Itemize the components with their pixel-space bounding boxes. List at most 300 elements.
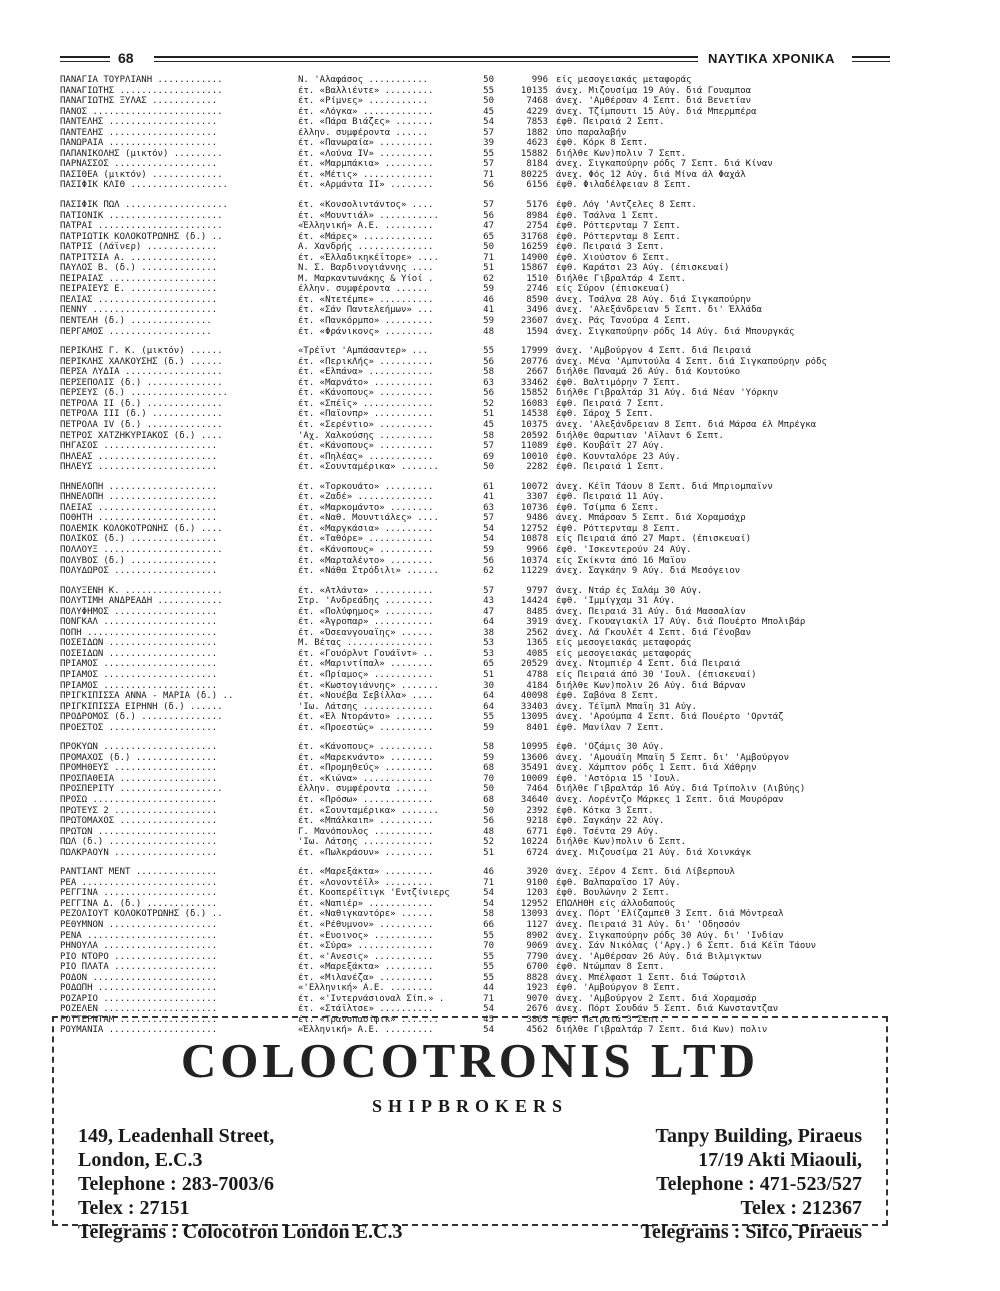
tonnage: 9218 bbox=[526, 816, 548, 827]
vessel-owner: έτ. «Τορκουάτο» ......... bbox=[298, 481, 434, 492]
build-year: 64 bbox=[483, 701, 494, 712]
tonnage: 11229 bbox=[520, 566, 548, 577]
build-year: 59 bbox=[483, 316, 494, 327]
vessel-name: ΠΑΤΙΟΝΙΚ ..................... bbox=[60, 210, 223, 221]
vessel-owner: έτ. «Πανκόρμπο» ......... bbox=[298, 316, 434, 327]
vessel-row bbox=[60, 117, 890, 128]
vessel-name: ΠΕΝΤΕΛΗ (δ.) ............... bbox=[60, 316, 212, 327]
vessel-row bbox=[60, 96, 890, 107]
vessel-status: έφθ. 'Αμβούργον 8 Σεπτ. bbox=[556, 983, 681, 994]
vessel-status: έφθ. Χιούστον 6 Σεπτ. bbox=[556, 252, 670, 263]
build-year: 62 bbox=[483, 566, 494, 577]
vessel-row bbox=[60, 931, 890, 942]
vessel-row bbox=[60, 327, 890, 338]
build-year: 39 bbox=[483, 138, 494, 149]
tonnage: 8828 bbox=[526, 972, 548, 983]
vessel-owner: έτ. «Κονσολιντάντος» .... bbox=[298, 200, 434, 211]
vessel-row bbox=[60, 534, 890, 545]
vessel-name: ΡΟΤΤΕΡΝΤΑΜ .................. bbox=[60, 1014, 218, 1025]
vessel-row bbox=[60, 681, 890, 692]
vessel-name: ΠΡΟΔΡΟΜΟΣ (δ.) ............... bbox=[60, 712, 223, 723]
vessel-owner: έτ. «Γουόρλντ Γουάϊντ» .. bbox=[298, 648, 434, 659]
build-year: 41 bbox=[483, 492, 494, 503]
vessel-owner: έτ. «Όσεανγουαϊης» ...... bbox=[298, 627, 434, 638]
tonnage: 8184 bbox=[526, 159, 548, 170]
tonnage: 80225 bbox=[520, 169, 548, 180]
build-year: 53 bbox=[483, 648, 494, 659]
vessel-name: ΠΟΛΥΔΩΡΟΣ ................... bbox=[60, 566, 218, 577]
vessel-status: άνεχ. Σιγκαπούρην ρόδς 30 Αύγ. δι' 'Ινδίαν bbox=[556, 930, 784, 941]
tonnage: 14424 bbox=[520, 596, 548, 607]
vessel-row bbox=[60, 462, 890, 473]
vessel-name: ΠΕΤΡΟΣ ΧΑΤΖΗΚΥΡΙΑΚΟΣ (δ.) .... bbox=[60, 430, 223, 441]
build-year: 57 bbox=[483, 585, 494, 596]
tonnage: 33403 bbox=[520, 701, 548, 712]
vessel-status: έφθ. Σαγκάην 22 Αύγ. bbox=[556, 816, 665, 827]
tonnage: 16259 bbox=[520, 242, 548, 253]
vessel-row bbox=[60, 75, 890, 86]
ship-position-listing bbox=[60, 75, 890, 1045]
vessel-owner: έτ. Κοοπερέϊτιγκ 'Εντζίνιερς bbox=[298, 888, 450, 899]
build-year: 44 bbox=[483, 983, 494, 994]
vessel-row bbox=[60, 420, 890, 431]
vessel-owner: έτ. «Πρόσω» ............. bbox=[298, 795, 434, 805]
vessel-status: άνεχ. 'Αμουάϊη Μπαϊη 5 Σεπτ. δι' 'Αμβούργον bbox=[556, 752, 789, 763]
tonnage: 8485 bbox=[526, 606, 548, 617]
vessel-status: άνεχ. 'Αμθέρσαν 26 Αύγ. διά Βιλμιγκτων bbox=[556, 951, 762, 962]
tonnage: 20592 bbox=[520, 430, 548, 441]
vessel-owner: Στρ. 'Ανδρεάδης ......... bbox=[298, 596, 434, 607]
vessel-owner: έτ. «Σουνταμέρικα» ....... bbox=[298, 462, 439, 473]
vessel-name: ΠΟΛΛΟΥΞ ...................... bbox=[60, 544, 223, 555]
vessel-status: άνεχ. Σιγκαπούρην ρόδς 14 Αύγ. διά Μπουργκάς bbox=[556, 326, 795, 337]
build-year: 65 bbox=[483, 231, 494, 242]
advert-subtitle: SHIPBROKERS bbox=[371, 1096, 569, 1116]
vessel-status: άνεχ. 'Αμθέρσαν 4 Σεπτ. διά Βενετίαν bbox=[556, 96, 752, 107]
vessel-row bbox=[60, 263, 890, 274]
vessel-owner: έτ. «Σουνταμέρικα» ....... bbox=[298, 805, 439, 816]
vessel-status: έφθ. Πειραιά 3 Σεπτ. bbox=[556, 1014, 665, 1025]
vessel-name: ΡΕΘΥΜΝΟΝ .................... bbox=[60, 920, 218, 931]
vessel-row bbox=[60, 753, 890, 764]
vessel-name: ΠΑΤΡΙΤΣΙΑ Α. ................ bbox=[60, 252, 218, 263]
vessel-owner: έτ. «Βαλλιέντε» ......... bbox=[298, 85, 434, 96]
vessel-owner: έτ. «Πάρα Βιάζες» ....... bbox=[298, 117, 434, 128]
vessel-row bbox=[60, 638, 890, 649]
build-year: 59 bbox=[483, 544, 494, 555]
vessel-status: είς μεσογειακάς μεταφοράς bbox=[556, 75, 692, 85]
vessel-owner: έτ. «Μαρνάτο» ........... bbox=[298, 377, 434, 388]
vessel-owner: «Έλληνική» Α.Ε. ......... bbox=[298, 1025, 434, 1036]
vessel-name: ΠΑΤΡΙΣ (Λάϊνερ) ............. bbox=[60, 242, 218, 253]
vessel-name: ΡΟΖΑΡΙΟ ..................... bbox=[60, 993, 218, 1004]
build-year: 58 bbox=[483, 742, 494, 753]
vessel-owner: Α. Χανδρής .............. bbox=[298, 242, 434, 253]
tonnage: 1882 bbox=[526, 127, 548, 138]
header-rule bbox=[60, 56, 110, 62]
vessel-row bbox=[60, 388, 890, 399]
vessel-owner: έτ. «ΠερικΛής» .......... bbox=[298, 356, 434, 367]
vessel-status: διήλθε Γιβραλτάρ 7 Σεπτ. διά Κων) πολιν bbox=[556, 1025, 768, 1036]
tonnage: 1510 bbox=[526, 273, 548, 284]
vessel-row bbox=[60, 909, 890, 920]
vessel-name: ΠΟΝΓΚΑΛ ..................... bbox=[60, 617, 218, 628]
vessel-status: άνεχ. 'Αμβούργον 2 Σεπτ. διά Χοραμσάρ bbox=[556, 993, 757, 1004]
tonnage: 10009 bbox=[520, 773, 548, 784]
vessel-owner: «Τρέϊντ 'Αμπάσαντερ» ... bbox=[298, 346, 429, 357]
vessel-status: έφθ. Φιλαδέλφειαν 8 Σεπτ. bbox=[556, 180, 692, 191]
build-year: 70 bbox=[483, 941, 494, 952]
vessel-name: ΠΗΝΕΛΟΠΗ .................... bbox=[60, 492, 218, 503]
vessel-status: άνεχ. Σιγκαπούρην ρόδς 7 Σεπτ. διά Κίναν bbox=[556, 159, 773, 170]
vessel-name: ΠΑΤΡΑΙ ....................... bbox=[60, 221, 223, 232]
vessel-status: άνεχ. Μπέλφαστ 1 Σεπτ. διά Τσώρτσιλ bbox=[556, 972, 746, 983]
tonnage: 10010 bbox=[520, 451, 548, 462]
build-year: 56 bbox=[483, 555, 494, 566]
vessel-owner: έτ. «Ελπάνα» ............ bbox=[298, 367, 434, 378]
build-year: 71 bbox=[483, 252, 494, 263]
vessel-owner: έτ. «Πολύφημος» ......... bbox=[298, 606, 434, 617]
vessel-row bbox=[60, 628, 890, 639]
vessel-name: ΡΕΝΑ ........................ bbox=[60, 930, 218, 941]
vessel-owner: έτ. «Κάνοπους» .......... bbox=[298, 544, 434, 555]
tonnage: 40098 bbox=[520, 691, 548, 702]
vessel-owner: έτ. «Πωλκράουν» ......... bbox=[298, 847, 434, 858]
page-header bbox=[60, 50, 890, 70]
advert-address-line: London, E.C.3 bbox=[78, 1149, 203, 1171]
vessel-row bbox=[60, 816, 890, 827]
build-year: 58 bbox=[483, 367, 494, 378]
vessel-row bbox=[60, 242, 890, 253]
build-year: 52 bbox=[483, 837, 494, 848]
tonnage: 10995 bbox=[520, 742, 548, 753]
vessel-status: άνεχ. Τσάλνα 28 Αύγ. διά Σιγκαπούρην bbox=[556, 294, 752, 305]
vessel-name: ΠΡΟΣΠΕΡΙΤΥ ................... bbox=[60, 784, 223, 795]
build-year: 63 bbox=[483, 502, 494, 513]
vessel-row bbox=[60, 962, 890, 973]
tonnage: 4085 bbox=[526, 648, 548, 659]
vessel-name: ΠΡΙΑΜΟΣ ..................... bbox=[60, 669, 218, 680]
advert-piraeus-address bbox=[641, 1124, 862, 1244]
tonnage: 6700 bbox=[526, 962, 548, 973]
vessel-name: ΠΑΤΡΙΩΤΙΚ ΚΟΛΟΚΟΤΡΩΝΗΣ (δ.) .. bbox=[60, 231, 223, 242]
vessel-name: ΠΗΛΕΥΣ ...................... bbox=[60, 462, 218, 473]
tonnage: 10375 bbox=[520, 419, 548, 430]
vessel-status: άνεχ. Τέϊμπλ Μπαϊη 31 Αύγ. bbox=[556, 701, 697, 712]
vessel-owner: έτ. «Ντετέμπε» .......... bbox=[298, 294, 434, 305]
build-year: 43 bbox=[483, 596, 494, 607]
advert-address-line: Telex : 212367 bbox=[740, 1197, 862, 1219]
vessel-group bbox=[60, 75, 890, 191]
vessel-owner: έτ. «Κάνοπους» .......... bbox=[298, 388, 434, 399]
build-year: 55 bbox=[483, 346, 494, 357]
tonnage: 4184 bbox=[526, 680, 548, 691]
vessel-row bbox=[60, 200, 890, 211]
build-year: 51 bbox=[483, 409, 494, 420]
build-year: 59 bbox=[483, 284, 494, 295]
vessel-owner: έτ. «Μαρεξάκτα» ......... bbox=[298, 962, 434, 973]
vessel-status: έφθ. Κότκα 3 Σεπτ. bbox=[556, 805, 654, 816]
build-year: 71 bbox=[483, 993, 494, 1004]
vessel-row bbox=[60, 513, 890, 524]
build-year: 54 bbox=[483, 1025, 494, 1036]
tonnage: 2562 bbox=[526, 627, 548, 638]
tonnage: 15867 bbox=[520, 263, 548, 274]
vessel-name: ΠΗΓΑΣΟΣ ..................... bbox=[60, 441, 218, 452]
vessel-name: ΠΟΛΥΒΟΣ (δ.) ................ bbox=[60, 555, 218, 566]
vessel-owner: έτ. «Ζαδέ» .............. bbox=[298, 492, 434, 503]
vessel-name: ΡΙΟ ΠΛΑΤΑ ................... bbox=[60, 962, 218, 973]
vessel-row bbox=[60, 742, 890, 753]
vessel-row bbox=[60, 973, 890, 984]
advert-address-line: 17/19 Akti Miaouli, bbox=[698, 1149, 862, 1171]
build-year: 54 bbox=[483, 117, 494, 128]
vessel-row bbox=[60, 378, 890, 389]
vessel-name: ΡΙΟ ΝΤΟΡΟ ................... bbox=[60, 951, 218, 962]
vessel-name: ΠΟΘΗΤΗ ...................... bbox=[60, 513, 218, 524]
advert-address-line: Telex : 27151 bbox=[78, 1197, 190, 1219]
vessel-name: ΠΗΛΕΑΣ ...................... bbox=[60, 451, 218, 462]
tonnage: 15852 bbox=[520, 388, 548, 399]
vessel-name: ΠΟΛΥΞΕΝΗ Κ. .................. bbox=[60, 585, 223, 596]
vessel-status: διήλθε Παναμά 26 Αύγ. διά Κουτούκο bbox=[556, 367, 741, 378]
vessel-name: ΠΛΕΙΑΣ ...................... bbox=[60, 502, 218, 513]
vessel-status: διήλθε Κων)πολιν 6 Σεπτ. bbox=[556, 837, 687, 848]
vessel-group bbox=[60, 200, 890, 337]
build-year: 56 bbox=[483, 816, 494, 827]
tonnage: 8590 bbox=[526, 294, 548, 305]
build-year: 50 bbox=[483, 96, 494, 107]
vessel-status: άνεχ. 'Αμβούργον 4 Σεπτ. διά Πειραιά bbox=[556, 346, 752, 357]
vessel-row bbox=[60, 232, 890, 243]
tonnage: 2676 bbox=[526, 1004, 548, 1015]
vessel-owner: Ν. 'Αλαφάσος ........... bbox=[298, 75, 429, 85]
vessel-status: έφθ. Ρόττερνταμ 7 Σεπτ. bbox=[556, 221, 681, 232]
vessel-owner: Γ. Μανόπουλος ........... bbox=[298, 826, 434, 837]
tonnage: 3919 bbox=[526, 617, 548, 628]
vessel-owner: έτ. «Μαρκομάντο» ........ bbox=[298, 502, 434, 513]
vessel-owner: έτ. «Σερέντιο» .......... bbox=[298, 419, 434, 430]
build-year: 51 bbox=[483, 263, 494, 274]
vessel-owner: έτ. «Ρέθυμνον» .......... bbox=[298, 920, 434, 931]
tonnage: 4229 bbox=[526, 106, 548, 117]
vessel-name: ΡΟΔΟΝ ....................... bbox=[60, 972, 218, 983]
vessel-row bbox=[60, 952, 890, 963]
build-year: 54 bbox=[483, 523, 494, 534]
vessel-status: έφθ. Πειραιά 1 Σεπτ. bbox=[556, 462, 665, 473]
build-year: 57 bbox=[483, 127, 494, 138]
tonnage: 8984 bbox=[526, 210, 548, 221]
vessel-owner: Ν. Σ. Βαρδινογιάννης .... bbox=[298, 263, 434, 274]
vessel-status: άνεχ. Πειραιά 31 Αύγ. δι' 'Οδησσόν bbox=[556, 920, 741, 931]
vessel-status: άνεχ. Ξέρον 4 Σεπτ. διά Λίβερπουλ bbox=[556, 867, 735, 878]
vessel-status: διήλθε Γιβραλτάρ 31 Αύγ. διά Νέαν 'Υόρκην bbox=[556, 388, 779, 399]
tonnage: 17999 bbox=[520, 346, 548, 357]
tonnage: 996 bbox=[531, 75, 548, 85]
build-year: 41 bbox=[483, 305, 494, 316]
shipbroker-advertisement bbox=[52, 1016, 888, 1243]
tonnage: 2392 bbox=[526, 805, 548, 816]
tonnage: 1923 bbox=[526, 983, 548, 994]
vessel-name: ΠΡΟΜΑΧΟΣ (δ.) ............... bbox=[60, 752, 218, 763]
vessel-status: άνεχ. Ντάρ ές Σαλάμ 30 Αύγ. bbox=[556, 585, 703, 596]
vessel-owner: έτ. «Λόγκα» ............. bbox=[298, 106, 434, 117]
vessel-owner: έτ. «Έλλαδικηκέϊτορε» .... bbox=[298, 252, 439, 263]
vessel-owner: έτ. «Μπάλκαιπ» .......... bbox=[298, 816, 434, 827]
vessel-name: ΠΑΝΤΕΛΗΣ .................... bbox=[60, 127, 218, 138]
vessel-status: άνεχ. Γκουαγιακίλ 17 Αύγ. διά Πουέρτο Μπολιβάρ bbox=[556, 617, 806, 628]
tonnage: 33462 bbox=[520, 377, 548, 388]
vessel-row bbox=[60, 586, 890, 597]
vessel-owner: έτ. «Ναθιγκαντόρε» ...... bbox=[298, 909, 434, 920]
vessel-status: άνεχ. Μπάρσαν 5 Σεπτ. διά Χοραμσάχρ bbox=[556, 513, 746, 524]
vessel-owner: έτ. «Έλ Ντοράντο» ....... bbox=[298, 712, 434, 723]
vessel-row bbox=[60, 691, 890, 702]
tonnage: 2754 bbox=[526, 221, 548, 232]
vessel-owner: έλλην. συμφέροντα ...... bbox=[298, 127, 429, 138]
vessel-row bbox=[60, 837, 890, 848]
vessel-name: ΡΑΝΤΙΑΝΤ ΜΕΝΤ ............... bbox=[60, 867, 218, 878]
tonnage: 11089 bbox=[520, 441, 548, 452]
build-year: 45 bbox=[483, 1014, 494, 1025]
vessel-name: ΠΕΤΡΟΛΑ ΙΙ (δ.) .............. bbox=[60, 398, 223, 409]
vessel-name: ΠΑΣΙΦΙΚ ΚΛΙΘ .................. bbox=[60, 180, 228, 191]
build-year: 55 bbox=[483, 930, 494, 941]
vessel-status: ύπο παραλαβήν bbox=[556, 127, 627, 138]
advert-address-line: Telegrams : Sifco, Piraeus bbox=[640, 1221, 862, 1243]
build-year: 68 bbox=[483, 795, 494, 805]
build-year: 71 bbox=[483, 877, 494, 888]
vessel-name: ΡΕΓΓΙΝΑ Δ. (δ.) ............. bbox=[60, 898, 218, 909]
advert-london-address bbox=[78, 1124, 402, 1244]
build-year: 52 bbox=[483, 398, 494, 409]
build-year: 55 bbox=[483, 962, 494, 973]
tonnage: 10374 bbox=[520, 555, 548, 566]
tonnage: 7468 bbox=[526, 96, 548, 107]
build-year: 51 bbox=[483, 669, 494, 680]
advert-company-name: COLOCOTRONIS LTD bbox=[180, 1033, 760, 1088]
vessel-status: άνεχ. 'Αλεξάνδρειαν 5 Σεπτ. δι' Έλλάδα bbox=[556, 305, 762, 316]
vessel-status: έφθ. 'Αστόρια 15 'Ιουλ. bbox=[556, 773, 681, 784]
vessel-owner: έτ. «Μάρες» ............. bbox=[298, 231, 434, 242]
tonnage: 13606 bbox=[520, 752, 548, 763]
build-year: 59 bbox=[483, 752, 494, 763]
vessel-status: διήλθε Γιβραλτάρ 4 Σεπτ. bbox=[556, 273, 687, 284]
vessel-status: έφθ. Σάροχ 5 Σεπτ. bbox=[556, 409, 654, 420]
vessel-row bbox=[60, 482, 890, 493]
build-year: 54 bbox=[483, 1004, 494, 1015]
build-year: 48 bbox=[483, 326, 494, 337]
tonnage: 2667 bbox=[526, 367, 548, 378]
vessel-name: ΠΡΩΤΩΝ ...................... bbox=[60, 826, 218, 837]
vessel-status: άνεχ. Πόρτ Σουδάν 5 Σεπτ. διά Κωνσταντζαν bbox=[556, 1004, 779, 1015]
vessel-name: ΠΕΛΙΑΣ ...................... bbox=[60, 294, 218, 305]
advert-address-line: Tanpy Building, Piraeus bbox=[655, 1125, 862, 1147]
tonnage: 20529 bbox=[520, 659, 548, 670]
vessel-row bbox=[60, 452, 890, 463]
build-year: 55 bbox=[483, 972, 494, 983]
vessel-owner: έλλην. συμφέροντα ...... bbox=[298, 784, 429, 795]
vessel-owner: έτ. «Στάϊλτσε» .......... bbox=[298, 1004, 434, 1015]
vessel-owner: «'Ελληνική» Α.Ε. ........ bbox=[298, 983, 434, 994]
vessel-row bbox=[60, 221, 890, 232]
vessel-status: είς Πειραιά άπό 27 Μαρτ. (έπισκευαί) bbox=[556, 534, 752, 545]
vessel-name: ΠΟΛΙΚΟΣ (δ.) ................ bbox=[60, 534, 218, 545]
tonnage: 4562 bbox=[526, 1025, 548, 1036]
vessel-owner: έτ. «Μαργκάσια» ......... bbox=[298, 523, 434, 534]
vessel-owner: έτ. «Αρμάντα ΙΙ» ........ bbox=[298, 180, 434, 191]
page-number: 68 bbox=[118, 50, 134, 66]
vessel-row bbox=[60, 409, 890, 420]
advert-address-line: Telephone : 283-7003/6 bbox=[78, 1173, 274, 1195]
build-year: 64 bbox=[483, 691, 494, 702]
vessel-name: ΠΑΠΑΝΙΚΟΛΗΣ (μικτόν) ......... bbox=[60, 148, 223, 159]
vessel-owner: έτ. «Κάνοπους» .......... bbox=[298, 742, 434, 753]
vessel-row bbox=[60, 920, 890, 931]
tonnage: 9069 bbox=[526, 941, 548, 952]
vessel-row bbox=[60, 983, 890, 994]
vessel-owner: έτ. «Μαρεκνάντο» ........ bbox=[298, 752, 434, 763]
vessel-row bbox=[60, 994, 890, 1005]
tonnage: 1203 bbox=[526, 888, 548, 899]
vessel-owner: έτ. «Λούνα ΙV» .......... bbox=[298, 148, 434, 159]
build-year: 71 bbox=[483, 169, 494, 180]
vessel-group bbox=[60, 867, 890, 1036]
vessel-status: έφθ. Πειραιά 7 Σεπτ. bbox=[556, 398, 665, 409]
vessel-name: ΠΡΙΑΜΟΣ ..................... bbox=[60, 680, 218, 691]
build-year: 46 bbox=[483, 294, 494, 305]
tonnage: 9966 bbox=[526, 544, 548, 555]
vessel-status: διήλθε Κων)πολιν 7 Σεπτ. bbox=[556, 148, 687, 159]
vessel-status: ΕΠΩΛΗΘΗ είς άλλοδαπούς bbox=[556, 898, 676, 909]
vessel-owner: έτ. «Λονοντέϊλ» ......... bbox=[298, 877, 434, 888]
tonnage: 1594 bbox=[526, 326, 548, 337]
vessel-row bbox=[60, 774, 890, 785]
vessel-owner: έτ. «Ταθόρε» ............ bbox=[298, 534, 434, 545]
build-year: 58 bbox=[483, 430, 494, 441]
vessel-status: έφθ. 'Ισκεντερούν 24 Αύγ. bbox=[556, 544, 692, 555]
build-year: 63 bbox=[483, 377, 494, 388]
vessel-name: ΡΕΓΓΙΝΑ ..................... bbox=[60, 888, 218, 899]
build-year: 55 bbox=[483, 712, 494, 723]
vessel-status: άνεχ. Μένα 'Αμπντούλα 4 Σεπτ. διά Σιγκαπούρην ρόδς bbox=[556, 356, 827, 367]
vessel-owner: έτ. «Ρίμνες» ........... bbox=[298, 96, 429, 107]
vessel-owner: έτ. «Σπέϊς» ............. bbox=[298, 398, 434, 409]
vessel-status: άνεχ. Λά Γκουλέτ 4 Σεπτ. διά Γένοβαν bbox=[556, 627, 752, 638]
build-year: 47 bbox=[483, 221, 494, 232]
vessel-row bbox=[60, 607, 890, 618]
vessel-group bbox=[60, 482, 890, 577]
vessel-name: ΠΩΛΚΡΑΟΥΝ ................... bbox=[60, 847, 218, 858]
vessel-status: είς Σύρον (έπισκευαί) bbox=[556, 284, 670, 295]
vessel-owner: έτ. «Φράνικονς» ......... bbox=[298, 326, 434, 337]
vessel-row bbox=[60, 888, 890, 899]
vessel-owner: έτ. «Άγροπαρ» ........... bbox=[298, 617, 434, 628]
vessel-name: ΡΟΔΩΠΗ ...................... bbox=[60, 983, 218, 994]
vessel-status: έφθ. Κουνταλόρε 23 Αύγ. bbox=[556, 451, 681, 462]
vessel-row bbox=[60, 431, 890, 442]
tonnage: 9486 bbox=[526, 513, 548, 524]
vessel-owner: έτ. «'Ανεσις» ........... bbox=[298, 951, 434, 962]
build-year: 54 bbox=[483, 898, 494, 909]
vessel-row bbox=[60, 867, 890, 878]
vessel-status: έφθ. Βαλτιμόρην 7 Σεπτ. bbox=[556, 377, 681, 388]
build-year: 59 bbox=[483, 722, 494, 733]
tonnage: 2746 bbox=[526, 284, 548, 295]
tonnage: 9100 bbox=[526, 877, 548, 888]
tonnage: 10072 bbox=[520, 481, 548, 492]
tonnage: 10224 bbox=[520, 837, 548, 848]
